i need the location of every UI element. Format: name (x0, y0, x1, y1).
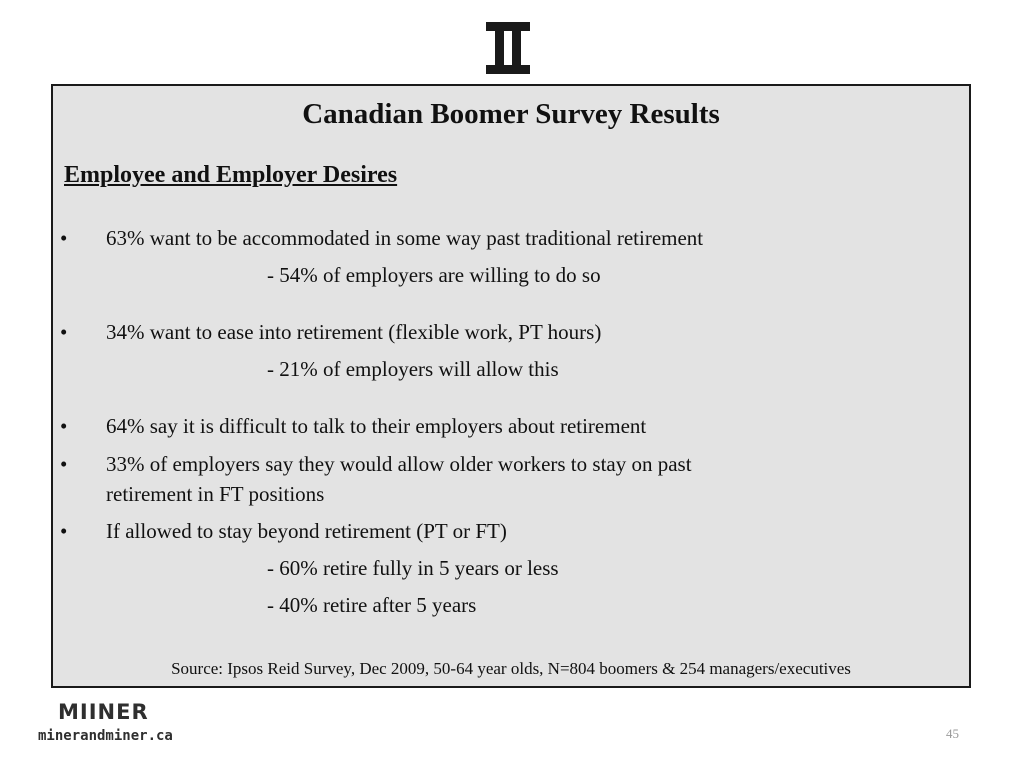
content-panel (51, 84, 971, 688)
bullet-5-text: If allowed to stay beyond retirement (PT or FT) (106, 519, 507, 543)
bullet-2-text: 34% want to ease into retirement (flexible work, PT hours) (106, 320, 602, 344)
source-citation: Source: Ipsos Reid Survey, Dec 2009, 50-64 year olds, N=804 boomers & 254 managers/executives (171, 659, 851, 678)
bullet-marker: • (60, 226, 68, 250)
bullet-3-text: 64% say it is difficult to talk to their employers about retirement (106, 414, 647, 438)
bullet-5-sub-2: - 40% retire after 5 years (267, 593, 477, 617)
bullet-4-text-line-2: retirement in FT positions (106, 482, 325, 506)
bullet-marker: • (60, 519, 68, 543)
section-subtitle: Employee and Employer Desires (64, 162, 398, 188)
bullet-marker: • (60, 452, 68, 476)
brand-url: minerandminer.ca (38, 728, 173, 744)
bullet-marker: • (60, 414, 68, 438)
bullet-2-sub-1: - 21% of employers will allow this (267, 357, 559, 381)
brand-wordmark: MIINER (58, 700, 149, 724)
bullet-4-text-line-1: 33% of employers say they would allow older workers to stay on past (106, 452, 692, 476)
page-number: 45 (946, 726, 959, 741)
bullet-marker: • (60, 320, 68, 344)
bullet-5-sub-1: - 60% retire fully in 5 years or less (267, 556, 559, 580)
bullet-1-text: 63% want to be accommodated in some way past traditional retirement (106, 226, 704, 250)
slide-title: Canadian Boomer Survey Results (302, 98, 720, 130)
bullet-1-sub-1: - 54% of employers are willing to do so (267, 263, 601, 287)
roman-numeral-two-logo (486, 22, 530, 74)
